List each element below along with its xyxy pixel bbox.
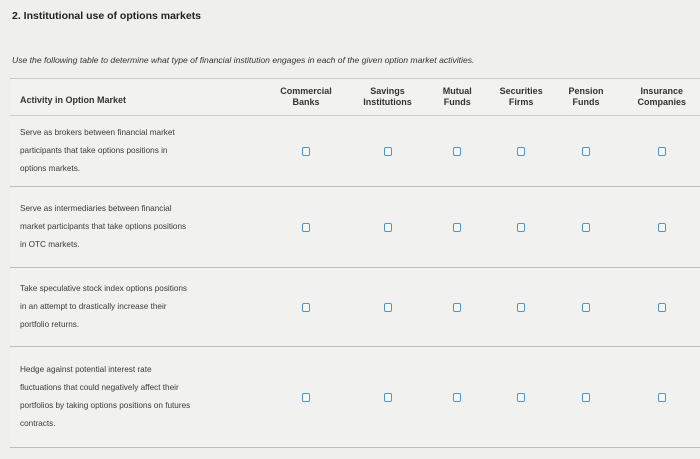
checkbox-mutual-funds[interactable]: [453, 393, 461, 402]
activity-line: Take speculative stock index options positions: [20, 284, 188, 293]
checkbox-savings-institutions[interactable]: [384, 303, 392, 312]
checkbox-insurance-companies[interactable]: [658, 393, 666, 402]
section-heading: 2. Institutional use of options markets: [12, 10, 202, 22]
activity-line: contracts.: [20, 419, 56, 428]
table-row: [10, 187, 700, 268]
activity-line: Serve as intermediaries between financial: [20, 204, 172, 213]
column-header-insurance-companies: Insurance Companies: [637, 86, 686, 107]
activity-description: [10, 361, 260, 433]
activity-description: [10, 124, 260, 178]
column-header-mutual-funds: Mutual Funds: [442, 86, 472, 107]
checkbox-insurance-companies[interactable]: [658, 223, 666, 232]
checkbox-commercial-banks[interactable]: [302, 223, 310, 232]
checkbox-pension-funds[interactable]: [582, 303, 590, 312]
options-table: [10, 78, 700, 448]
activity-line: participants that take options positions in: [20, 146, 168, 155]
activity-line: Serve as brokers between financial market: [20, 128, 175, 137]
checkbox-securities-firms[interactable]: [517, 147, 525, 156]
activity-description: [10, 280, 260, 334]
checkbox-pension-funds[interactable]: [582, 223, 590, 232]
checkbox-pension-funds[interactable]: [582, 393, 590, 402]
checkbox-savings-institutions[interactable]: [384, 223, 392, 232]
checkbox-commercial-banks[interactable]: [302, 393, 310, 402]
activity-column-header: Activity in Option Market: [20, 95, 127, 105]
checkbox-mutual-funds[interactable]: [453, 303, 461, 312]
checkbox-insurance-companies[interactable]: [658, 147, 666, 156]
checkbox-insurance-companies[interactable]: [658, 303, 666, 312]
activity-line: portfolios by taking options positions on futures: [20, 401, 191, 410]
instructions-text: Use the following table to determine what type of financial institution engages in each of the given option market activities.: [12, 55, 475, 65]
column-header-pension-funds: Pension Funds: [568, 86, 604, 107]
column-header-securities-firms: Securities Firms: [499, 86, 543, 107]
column-header-commercial-banks: Commercial Banks: [280, 86, 332, 107]
activity-line: in an attempt to drastically increase their: [20, 302, 167, 311]
activity-description: [10, 200, 260, 254]
checkbox-pension-funds[interactable]: [582, 147, 590, 156]
column-header-savings-institutions: Savings Institutions: [363, 86, 412, 107]
checkbox-securities-firms[interactable]: [517, 393, 525, 402]
activity-line: options markets.: [20, 164, 81, 173]
checkbox-securities-firms[interactable]: [517, 303, 525, 312]
checkbox-mutual-funds[interactable]: [453, 147, 461, 156]
table-row: [10, 116, 700, 187]
checkbox-mutual-funds[interactable]: [453, 223, 461, 232]
activity-line: portfolio returns.: [20, 320, 80, 329]
activity-line: fluctuations that could negatively affect their: [20, 383, 179, 392]
activity-line: in OTC markets.: [20, 240, 80, 249]
checkbox-commercial-banks[interactable]: [302, 147, 310, 156]
checkbox-savings-institutions[interactable]: [384, 393, 392, 402]
checkbox-commercial-banks[interactable]: [302, 303, 310, 312]
checkbox-securities-firms[interactable]: [517, 223, 525, 232]
table-header: [10, 79, 700, 116]
activity-line: market participants that take options positions: [20, 222, 187, 231]
checkbox-savings-institutions[interactable]: [384, 147, 392, 156]
table-row: [10, 347, 700, 448]
table-row: [10, 268, 700, 347]
activity-line: Hedge against potential interest rate: [20, 365, 152, 374]
